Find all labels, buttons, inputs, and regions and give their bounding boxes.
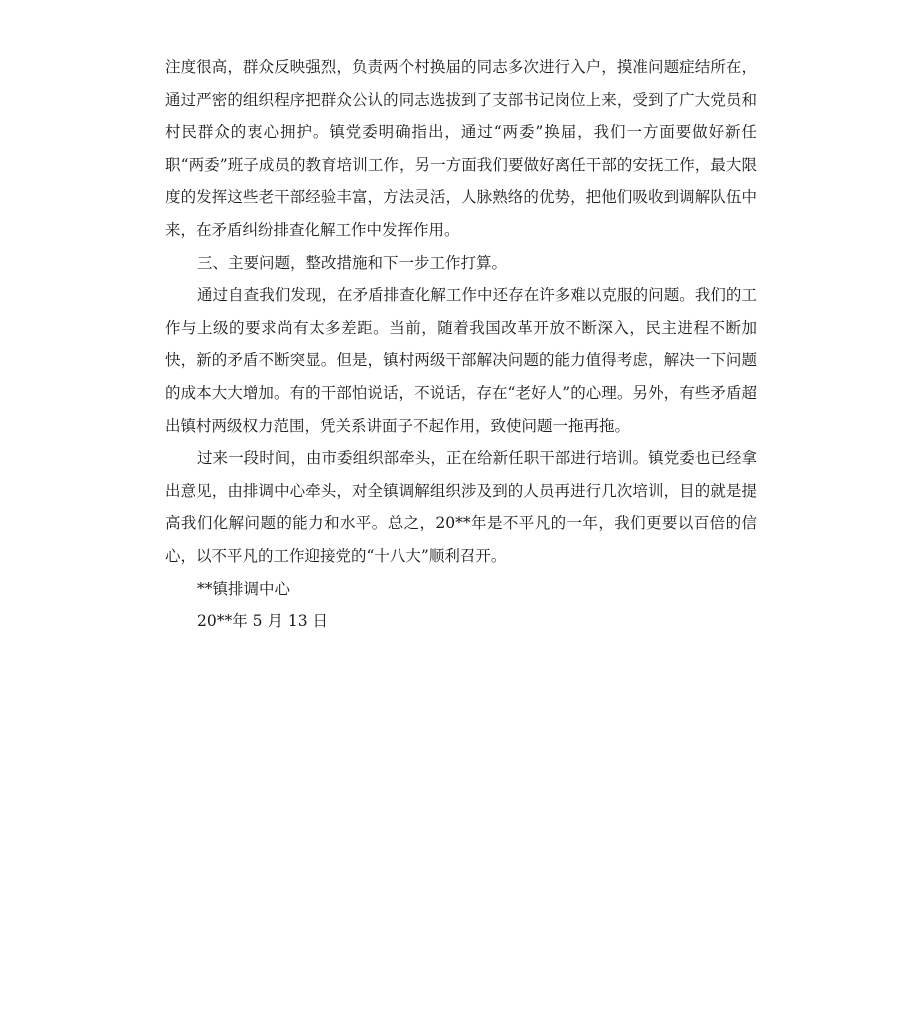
document-body bbox=[165, 51, 757, 638]
signature-organization: **镇排调中心 bbox=[197, 579, 291, 598]
section-heading: 三、主要问题，整改措施和下一步工作打算。 bbox=[197, 253, 508, 272]
signature-date: 20**年 5 月 13 日 bbox=[197, 612, 329, 631]
body-paragraph: 通过自查我们发现，在矛盾排查化解工作中还存在许多难以克服的问题。我们的工作与上级的要求尚有太多差距。当前，随着我国改革开放不断深入，民主进程不断加快，新的矛盾不断突显。但是，镇村两级干部解决问题的能力值得考虑，解决一下问题的成本大大增加。有的干部怕说话，不说话，存在“老好人”的心理。另外，有些矛盾超出镇村两级权力范围，凭关系讲面子不起作用，致使问题一拖再拖。 bbox=[165, 286, 757, 435]
body-paragraph-continuation: 注度很高，群众反映强烈，负责两个村换届的同志多次进行入户，摸准问题症结所在，通过严密的组织程序把群众公认的同志选拔到了支部书记岗位上来，受到了广大党员和村民群众的衷心拥护。镇党委明确指出，通过“两委”换届，我们一方面要做好新任职“两委”班子成员的教育培训工作，另一方面我们要做好离任干部的安抚工作，最大限度的发挥这些老干部经验丰富，方法灵活，人脉熟络的优势，把他们吸收到调解队伍中来，在矛盾纠纷排查化解工作中发挥作用。 bbox=[165, 58, 757, 239]
body-paragraph: 过来一段时间，由市委组织部牵头，正在给新任职干部进行培训。镇党委也已经拿出意见，由排调中心牵头，对全镇调解组织涉及到的人员再进行几次培训，目的就是提高我们化解问题的能力和水平。总之，20**年是不平凡的一年，我们更要以百倍的信心，以不平凡的工作迎接党的“十八大”顺利召开。 bbox=[165, 449, 757, 565]
